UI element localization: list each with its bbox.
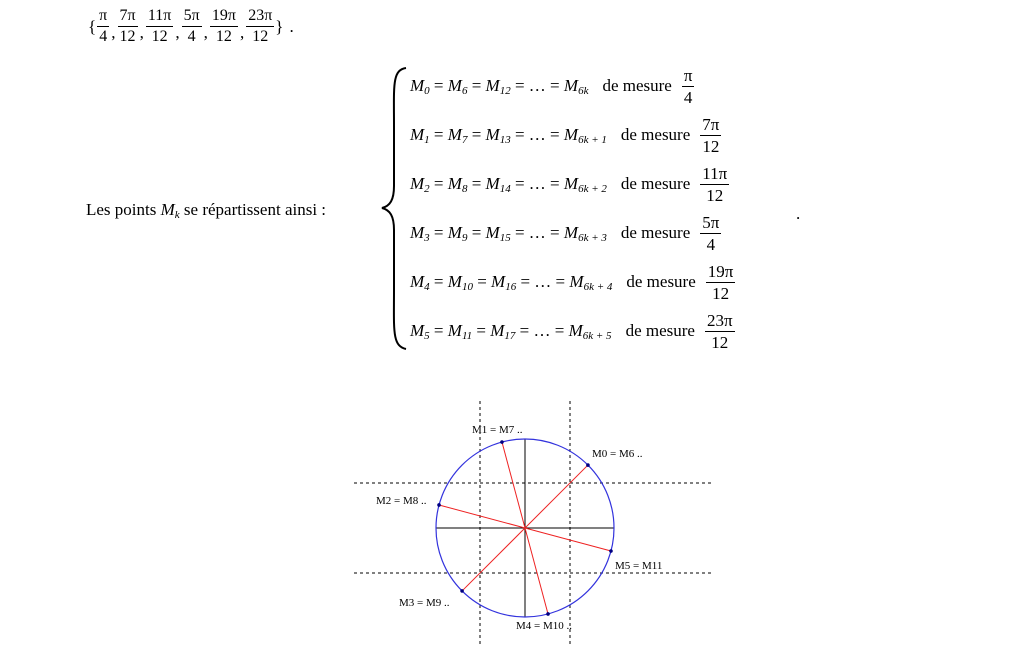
fraction-denominator: 12 xyxy=(711,332,729,352)
point-equality: M2 = M8 = M14 = … = M6k + 2 xyxy=(410,173,607,195)
set-end-dot: . xyxy=(289,16,294,36)
point-label: M2 = M8 .. xyxy=(376,495,427,507)
point-marker xyxy=(460,589,464,593)
set-fraction-5: $\frac{19\pi}{12}$ xyxy=(211,7,236,45)
point-label: M3 = M9 .. xyxy=(399,597,450,609)
point-equality: M4 = M10 = M16 = … = M6k + 4 xyxy=(410,271,613,293)
intro-text-after: se répartissent ainsi : xyxy=(183,200,327,219)
ray-line xyxy=(462,528,525,591)
set-fraction-6: $\frac{23\pi}{12}$ xyxy=(248,7,273,45)
point-marker xyxy=(546,612,550,616)
measure-fraction xyxy=(700,116,721,155)
ray-line xyxy=(525,465,588,528)
point-equality: M3 = M9 = M15 = … = M6k + 3 xyxy=(410,222,607,244)
measure-label: de mesure xyxy=(620,174,691,193)
dashed-guides xyxy=(354,401,712,647)
point-equality: M5 = M11 = M17 = … = M6k + 5 xyxy=(410,320,612,342)
solution-set: { $\frac{\pi}{4}$ , $\frac{7\pi}{12}$ , $\frac{11\pi}{12}$ , $\frac{5\pi}{4}$ , $\frac{19\pi}{12}$ , $\frac{23\pi}{12}$ } . xyxy=(88,7,294,45)
point-marker xyxy=(500,440,504,444)
fraction-numerator: 11π xyxy=(702,163,728,183)
measure-fraction xyxy=(700,214,721,253)
point-marker xyxy=(609,549,613,553)
measure-label: de mesure xyxy=(620,223,691,242)
fraction-denominator: 4 xyxy=(683,87,693,107)
fraction-denominator: 12 xyxy=(712,283,730,303)
intro-sentence xyxy=(86,200,326,221)
point-group-row xyxy=(410,164,729,204)
ray-line xyxy=(525,528,548,614)
unit-circle-diagram xyxy=(350,395,720,649)
fraction-denominator: 12 xyxy=(706,185,724,205)
fraction-numerator: π xyxy=(683,65,693,85)
point-label: M1 = M7 .. xyxy=(472,424,523,436)
point-label: M0 = M6 .. xyxy=(592,448,643,460)
measure-fraction xyxy=(700,165,729,204)
point-group-row xyxy=(410,66,694,106)
set-fraction-4: $\frac{5\pi}{4}$ xyxy=(183,7,200,45)
measure-fraction xyxy=(682,67,695,106)
ray-line xyxy=(525,528,611,551)
point-equality: M0 = M6 = M12 = … = M6k xyxy=(410,75,589,97)
measure-fraction xyxy=(705,312,735,351)
point-marker xyxy=(437,503,441,507)
ray-line xyxy=(439,505,525,528)
set-open-brace: { xyxy=(88,16,97,36)
point-marker xyxy=(586,463,590,467)
measure-label: de mesure xyxy=(625,321,695,340)
intro-point-subscript: k xyxy=(174,209,180,221)
fraction-denominator: 4 xyxy=(706,234,716,254)
point-label: M4 = M10 .. xyxy=(516,620,573,632)
set-fraction-3: $\frac{11\pi}{12}$ xyxy=(147,7,172,45)
point-group-row xyxy=(410,213,721,253)
fraction-numerator: 5π xyxy=(702,212,720,232)
set-fraction-1: $\frac{\pi}{4}$ xyxy=(99,7,108,45)
intro-text-before: Les points xyxy=(86,200,161,219)
left-brace xyxy=(380,66,410,351)
point-group-row xyxy=(410,115,721,155)
fraction-numerator: 19π xyxy=(707,261,734,281)
point-equality: M1 = M7 = M13 = … = M6k + 1 xyxy=(410,124,607,146)
fraction-numerator: 7π xyxy=(702,114,720,134)
point-group-row xyxy=(410,311,735,351)
point-group-row xyxy=(410,262,735,302)
fraction-numerator: 23π xyxy=(706,310,733,330)
trailing-dot: . xyxy=(796,204,801,223)
set-close-brace: } xyxy=(275,16,284,36)
measure-label: de mesure xyxy=(620,125,691,144)
intro-point: M xyxy=(160,200,175,219)
measure-label: de mesure xyxy=(626,272,696,291)
fraction-denominator: 12 xyxy=(702,136,720,156)
point-label: M5 = M11 xyxy=(615,560,663,572)
set-fraction-2: $\frac{7\pi}{12}$ xyxy=(119,7,136,45)
measure-fraction xyxy=(706,263,736,302)
measure-label: de mesure xyxy=(602,76,672,95)
ray-line xyxy=(502,442,525,528)
